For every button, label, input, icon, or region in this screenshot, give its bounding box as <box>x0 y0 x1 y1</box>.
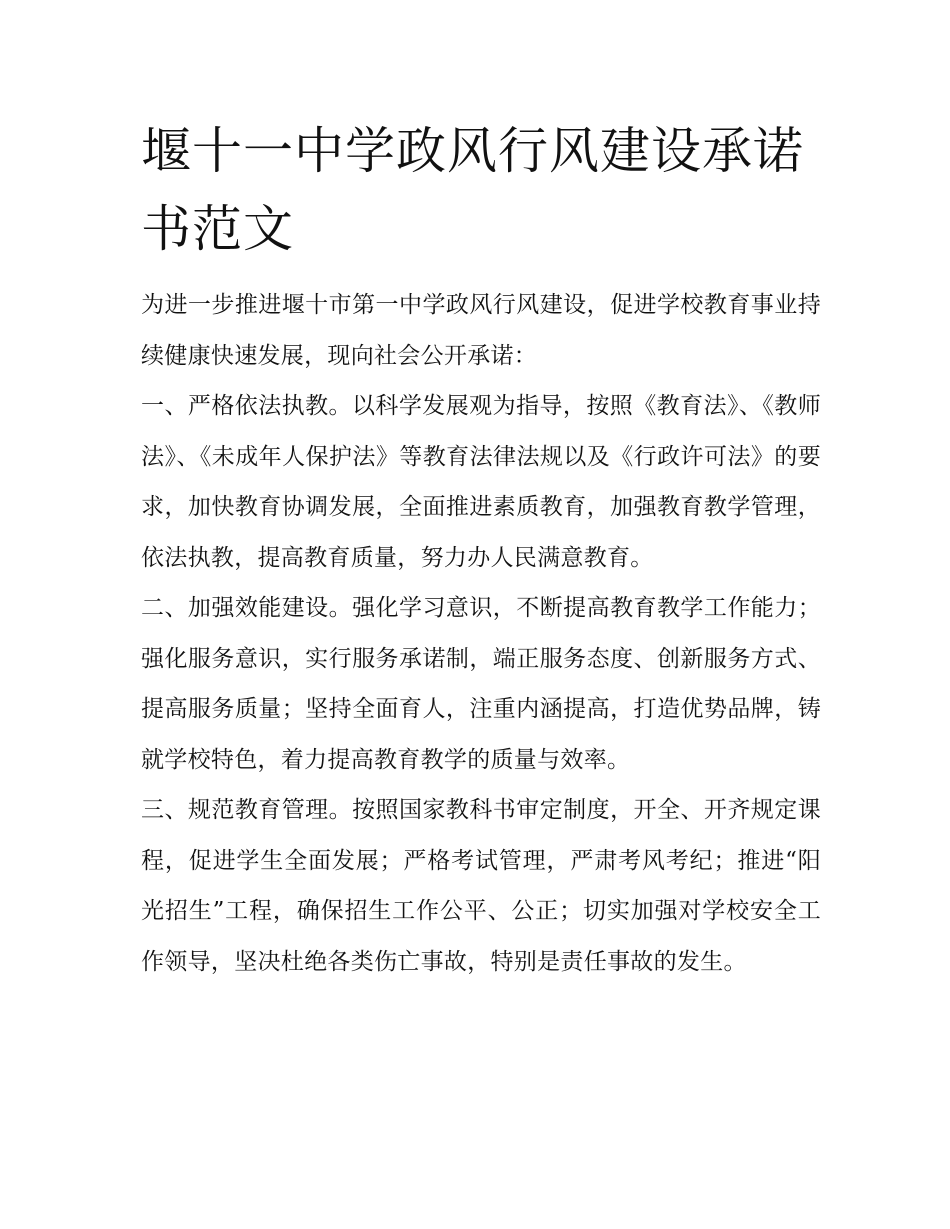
paragraph-law-compliance: 一、严格依法执教。以科学发展观为指导，按照《教育法》、《教师法》、《未成年人保护法》等教育法律法规以及《行政许可法》的要求，加快教育协调发展，全面推进素质教育，加强教育教学管理，依法执教，提高教育质量，努力办人民满意教育。 <box>141 393 821 571</box>
document-content <box>141 112 821 987</box>
document-title: 堰十一中学政风行风建设承诺书范文 <box>141 122 804 258</box>
intro-paragraph: 为进一步推进堰十市第一中学政风行风建设，促进学校教育事业持续健康快速发展，现向社会公开承诺： <box>141 292 821 369</box>
paragraph-management: 三、规范教育管理。按照国家教科书审定制度，开全、开齐规定课程，促进学生全面发展；严格考试管理，严肃考风考纪；推进“阳光招生”工程，确保招生工作公平、公正；切实加强对学校安全工作领导，坚决杜绝各类伤亡事故，特别是责任事故的发生。 <box>141 797 821 975</box>
paragraph-efficiency: 二、加强效能建设。强化学习意识，不断提高教育教学工作能力；强化服务意识，实行服务承诺制，端正服务态度、创新服务方式、提高服务质量；坚持全面育人，注重内涵提高，打造优势品牌，铸就学校特色，着力提高教育教学的质量与效率。 <box>141 595 821 773</box>
document-body <box>141 280 821 987</box>
